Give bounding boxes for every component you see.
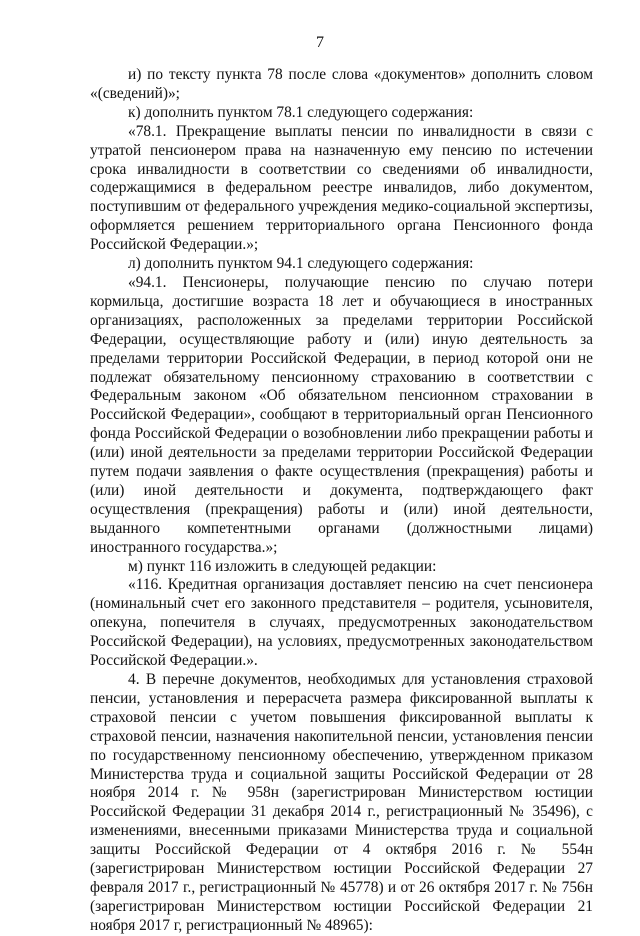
page-number: 7: [316, 34, 324, 51]
paragraph-section-4: 4. В перечне документов, необходимых для установления страховой пенсии, установления и перерасчета размера фиксированной выплаты к страховой пенсии с учетом повышения фиксированной выплаты к страховой пенсии, назначения накопительной пенсии, установления пенсии по государственному пенсионному обеспечению, утвержденном приказом Министерства труда и социальной защиты Российской Федерации от 28 ноября 2014 г. № 958н (зарегистрирован Министерством юстиции Российской Федерации 31 декабря 2014 г., регистрационный № 35496), с изменениями, внесенными приказами Министерства труда и социальной защиты Российской Федерации от 4 октября 2016 г. № 554н (зарегистрирован Министерством юстиции Российской Федерации 27 февраля 2017 г., регистрационный № 45778) и от 26 октября 2017 г. № 756н (зарегистрирован Министерством юстиции Российской Федерации 21 ноября 2017 г, регистрационный № 48965):: [90, 671, 593, 934]
paragraph-point-94-1: «94.1. Пенсионеры, получающие пенсию по случаю потери кормильца, достигшие возраста 18 лет и обучающиеся в иностранных организациях, расположенных за пределами территории Российской Федерации, осуществляющие работу и (или) иную деятельность за пределами территории Российской Федерации, в период которой они не подлежат обязательному пенсионному страхованию в соответствии с Федеральным законом «Об обязательном пенсионном страховании в Российской Федерации», сообщают в территориальный орган Пенсионного фонда Российской Федерации о возобновлении либо прекращении работы и (или) иной деятельности за пределами территории Российской Федерации путем подачи заявления о факте осуществления (прекращения) работы и (или) иной деятельности и документа, подтверждающего факт осуществления (прекращения) работы и (или) иной деятельности, выданного компетентными органами (должностными лицами) иностранного государства.»;: [90, 273, 593, 556]
paragraph-item-i: и) по тексту пункта 78 после слова «документов» дополнить словом «(сведений)»;: [90, 66, 593, 102]
paragraph-item-k: к) дополнить пунктом 78.1 следующего содержания:: [128, 103, 474, 121]
document-body: [90, 66, 593, 936]
paragraph-point-78-1: «78.1. Прекращение выплаты пенсии по инвалидности в связи с утратой пенсионером права на назначенную ему пенсию по истечении срока инвалидности в соответствии со сведениями об инвалидности, содержащимися в федеральном реестре инвалидов, либо документом, поступившим от федерального учреждения медико-социальной экспертизы, оформляется решением территориального органа Пенсионного фонда Российской Федерации.»;: [90, 122, 593, 254]
paragraph-item-m: м) пункт 116 изложить в следующей редакции:: [128, 557, 437, 575]
paragraph-item-l: л) дополнить пунктом 94.1 следующего содержания:: [128, 255, 474, 273]
paragraph-point-116: «116. Кредитная организация доставляет пенсию на счет пенсионера (номинальный счет его законного представителя – родителя, усыновителя, опекуна, попечителя в случаях, предусмотренных законодательством Российской Федерации), на условиях, предусмотренных законодательством Российской Федерации.».: [90, 576, 593, 670]
